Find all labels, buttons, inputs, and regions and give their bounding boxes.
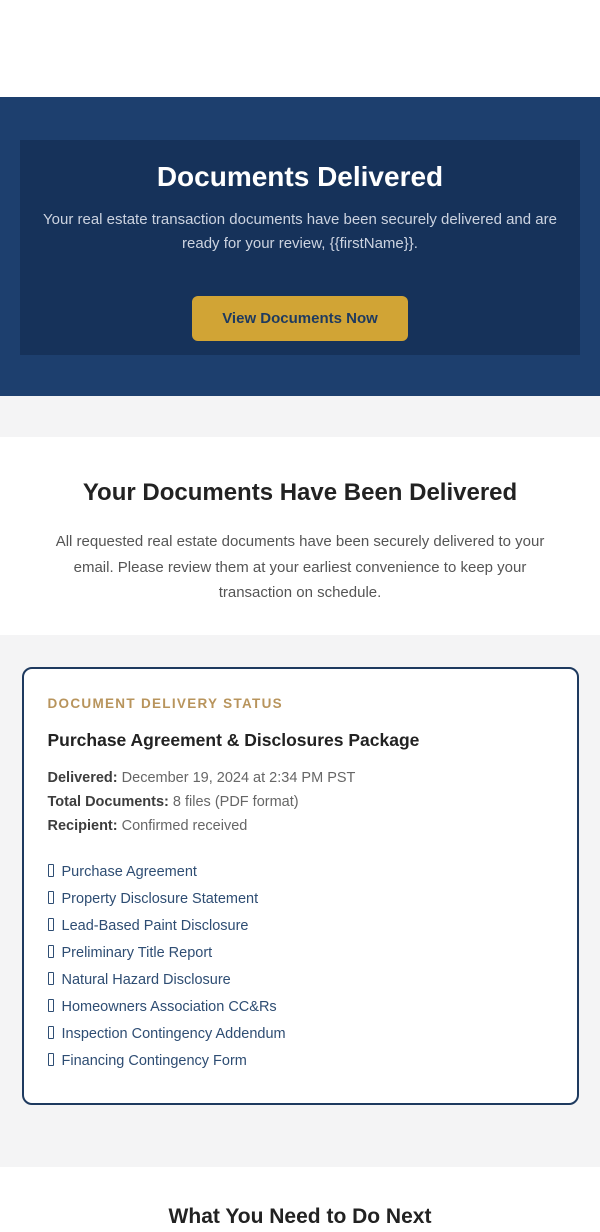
document-name: Financing Contingency Form: [61, 1053, 247, 1069]
list-item: [48, 913, 552, 940]
document-list: [48, 859, 552, 1075]
document-name: Inspection Contingency Addendum: [61, 1026, 286, 1042]
list-item: [48, 859, 552, 886]
list-item: [48, 967, 552, 994]
missing-glyph-document-icon: [48, 918, 54, 931]
next-steps-title: What You Need to Do Next: [168, 1205, 432, 1228]
field-label: Recipient:: [47, 818, 118, 834]
intro-title: Your Documents Have Been Delivered: [82, 479, 518, 506]
delivery-fields: [48, 766, 552, 838]
field-label: Total Documents:: [47, 794, 169, 810]
missing-glyph-document-icon: [48, 1026, 54, 1039]
field-delivered: [48, 766, 552, 790]
field-value: December 19, 2024 at 2:34 PM PST: [121, 770, 356, 786]
missing-glyph-document-icon: [48, 1053, 54, 1066]
document-name: Property Disclosure Statement: [61, 891, 259, 907]
view-documents-button[interactable]: View Documents Now: [192, 296, 408, 341]
status-card: [22, 667, 579, 1105]
field-total-documents: [48, 790, 552, 814]
document-name: Purchase Agreement: [61, 864, 197, 880]
missing-glyph-document-icon: [48, 972, 54, 985]
status-card-eyebrow: DOCUMENT DELIVERY STATUS: [47, 696, 283, 711]
hero-subtitle: Your real estate transaction documents have been securely delivered and are ready for your review, {{firstName}}.: [43, 211, 557, 252]
hero-card: [20, 140, 580, 355]
list-item: [48, 940, 552, 967]
missing-glyph-document-icon: [48, 891, 54, 904]
missing-glyph-document-icon: [48, 945, 54, 958]
status-card-section: [0, 667, 600, 1167]
document-name: Lead-Based Paint Disclosure: [61, 918, 249, 934]
intro-body: All requested real estate documents have been securely delivered to your email. Please review them at your earliest convenience to keep your transaction on schedule.: [55, 533, 545, 601]
document-name: Preliminary Title Report: [61, 945, 213, 961]
missing-glyph-document-icon: [48, 999, 54, 1012]
hero-section: [0, 97, 600, 396]
missing-glyph-document-icon: [48, 864, 54, 877]
document-name: Homeowners Association CC&Rs: [61, 999, 277, 1015]
hero-title: Documents Delivered: [156, 161, 444, 192]
document-name: Natural Hazard Disclosure: [61, 972, 231, 988]
intro-section: [0, 437, 600, 635]
list-item: [48, 1021, 552, 1048]
field-value: Confirmed received: [121, 818, 248, 834]
top-spacer: [0, 0, 600, 97]
list-item: [48, 1048, 552, 1075]
status-card-title: Purchase Agreement & Disclosures Package: [47, 730, 420, 750]
section-gap: [0, 396, 600, 437]
list-item: [48, 886, 552, 913]
field-label: Delivered:: [47, 770, 118, 786]
next-steps-section: [0, 1167, 600, 1232]
field-value: 8 files (PDF format): [172, 794, 299, 810]
field-recipient: [48, 814, 552, 838]
list-item: [48, 994, 552, 1021]
